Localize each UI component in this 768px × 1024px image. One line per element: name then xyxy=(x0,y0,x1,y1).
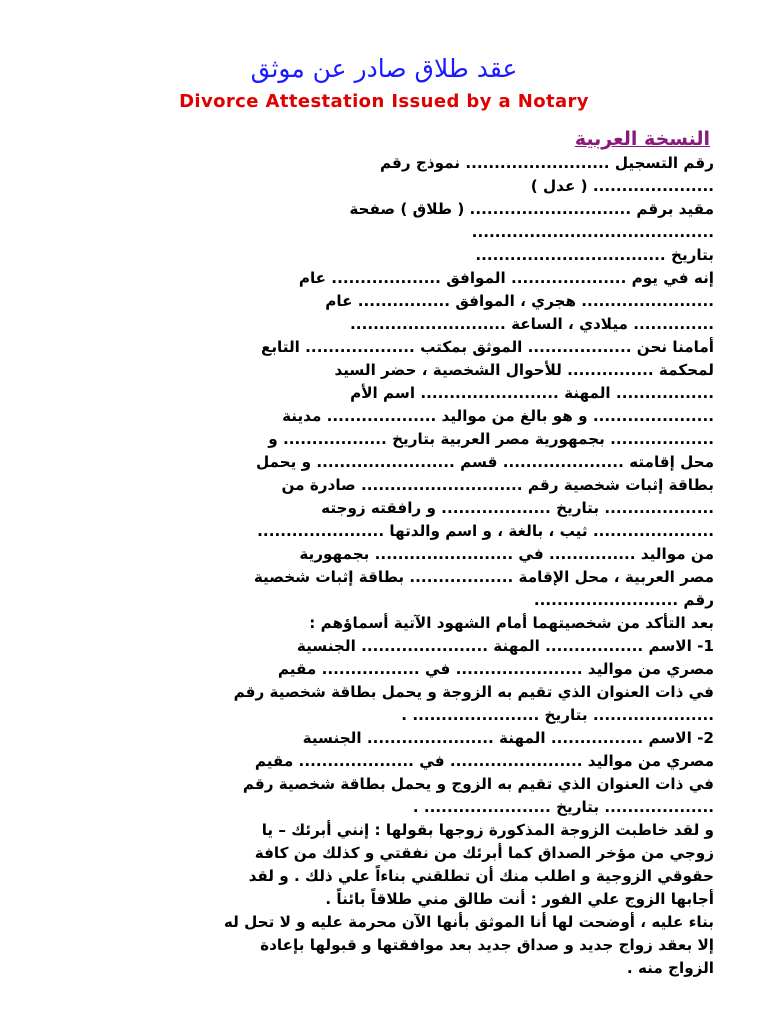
body-line: رقم التسجيل ......................... نموذج رقم xyxy=(380,154,714,172)
body-line: أمامنا نحن .................. الموثق بمكتب ................... التابع xyxy=(260,338,714,356)
body-line: محل إقامته ..................... قسم ........................ و يحمل xyxy=(255,453,714,471)
body-line: بناء عليه ، أوضحت لها أنا الموثق بأنها الآن محرمة عليه و لا تحل له xyxy=(223,913,714,931)
body-line: .............. ميلادي ، الساعة ........................... xyxy=(350,315,714,333)
body-line: أجابها الزوج علي الفور : أنت طالق مني طلاقاً بائناً . xyxy=(325,890,714,908)
body-line: زوجي من مؤخر الصداق كما أبرئك من نفقتي و كذلك من كافة xyxy=(254,844,714,862)
body-line: في ذات العنوان الذي تقيم به الزوجة و يحمل بطاقة شخصية رقم xyxy=(233,683,714,701)
body-line: لمحكمة ............... للأحوال الشخصية ، حضر السيد xyxy=(334,361,714,379)
document-body xyxy=(72,152,714,980)
body-line: 1- الاسم ................. المهنة ...................... الجنسية xyxy=(296,637,714,655)
body-line: حقوقي الزوجية و اطلب منك أن تطلقني بناءاً علي ذلك . و لقد xyxy=(248,867,714,885)
body-line: ..................... ثيب ، بالغة ، و اسم والدتها ...................... xyxy=(257,522,714,540)
body-line: ................... بتاريخ ...................... . xyxy=(412,798,714,816)
body-line: من مواليد ............... في ........................ بجمهورية xyxy=(299,545,714,563)
body-line: .................. بجمهورية مصر العربية بتاريخ .................. و xyxy=(268,430,714,448)
section-heading: النسخة العربية xyxy=(574,128,710,150)
body-line: إنه في يوم .................... الموافق ................... عام xyxy=(298,269,714,287)
body-line: و لقد خاطبت الزوجة المذكورة زوجها بقولها : إنني أبرئك – يا xyxy=(261,821,714,839)
body-line: ..................... بتاريخ ...................... . xyxy=(401,706,714,724)
document-title: عقد طلاق صادر عن موثق xyxy=(250,54,518,83)
body-line: مقيد برقم ............................ ( طلاق ) صفحة xyxy=(349,200,714,218)
body-line: إلا بعقد زواج جديد و صداق جديد بعد موافقتها و قبولها بإعادة xyxy=(260,936,714,954)
body-line: ................. المهنة ........................ اسم الأم xyxy=(350,384,714,402)
body-line: ................... بتاريخ ................... و رافقته زوجته xyxy=(321,499,714,517)
body-line: ..................... ( عدل ) xyxy=(530,177,714,195)
body-line: بتاريخ ................................. xyxy=(475,246,714,264)
body-line: رقم ......................... xyxy=(533,591,714,609)
body-line: مصر العربية ، محل الإقامة .................. بطاقة إثبات شخصية xyxy=(253,568,714,586)
body-line: الزواج منه . xyxy=(626,959,714,977)
body-line: ..................... و هو بالغ من مواليد ................... مدينة xyxy=(282,407,714,425)
body-line: في ذات العنوان الذي تقيم به الزوج و يحمل بطاقة شخصية رقم xyxy=(242,775,714,793)
body-line: 2- الاسم ................ المهنة ...................... الجنسية xyxy=(302,729,714,747)
body-line: ....................... هجري ، الموافق ................ عام xyxy=(325,292,714,310)
body-line: مصري من مواليد ....................... في .................... مقيم xyxy=(254,752,714,770)
body-line: بطاقة إثبات شخصية رقم ............................ صادرة من xyxy=(281,476,714,494)
document-subtitle: Divorce Attestation Issued by a Notary xyxy=(179,91,589,112)
body-line: .......................................... xyxy=(471,223,714,241)
body-line: بعد التأكد من شخصيتهما أمام الشهود الآتية أسماؤهم : xyxy=(309,614,714,632)
body-line: مصري من مواليد ...................... في ................. مقيم xyxy=(277,660,714,678)
